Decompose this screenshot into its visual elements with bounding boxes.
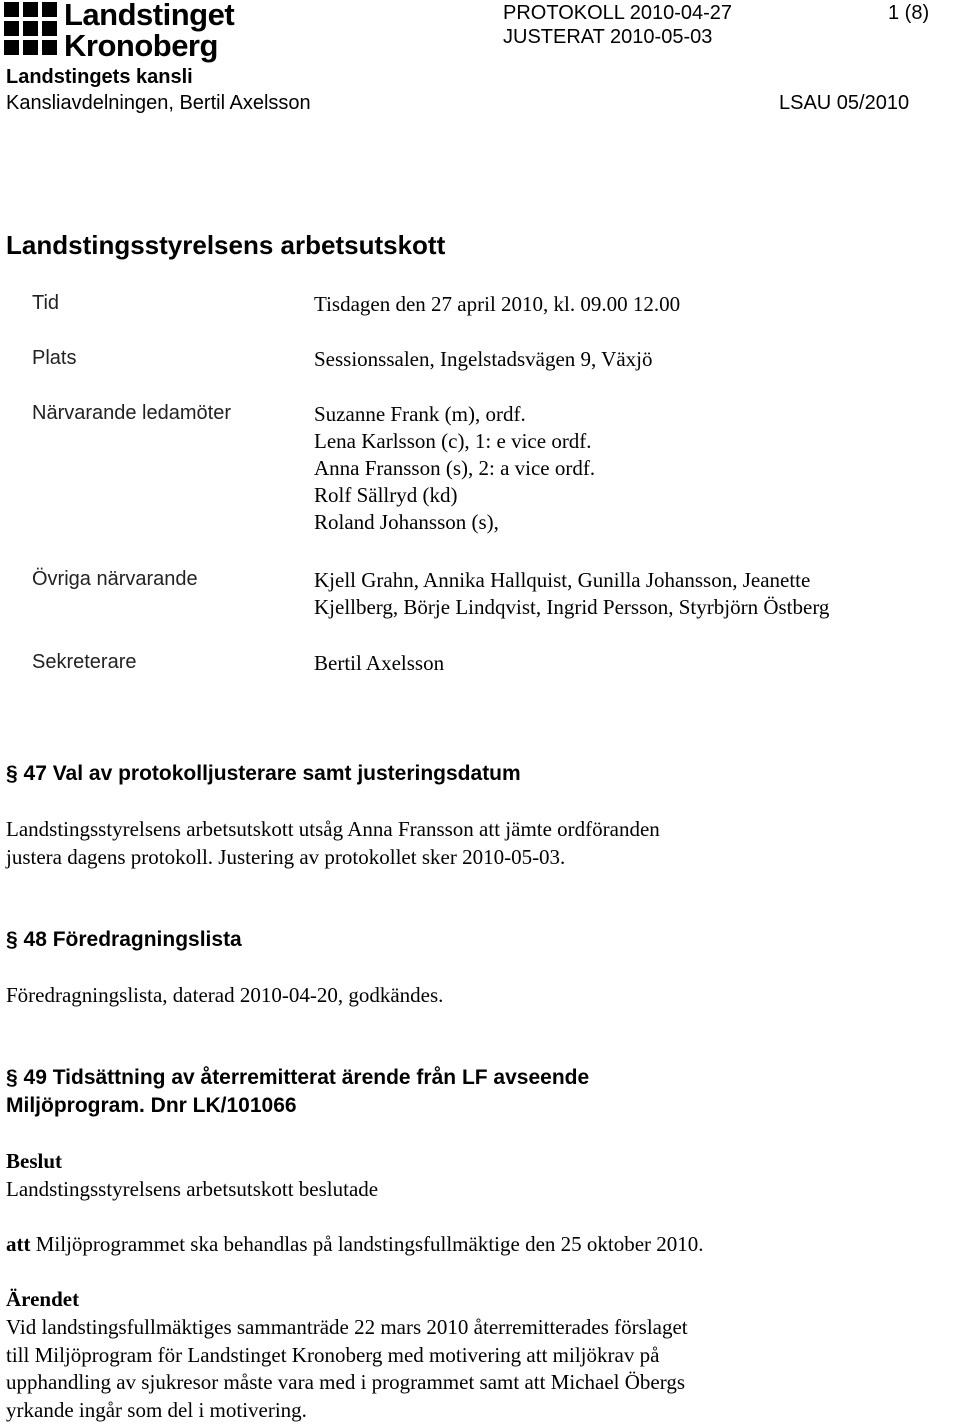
page-number: 1 (8) bbox=[888, 2, 930, 24]
document-reference: LSAU 05/2010 bbox=[779, 92, 910, 114]
section-47-heading bbox=[6, 760, 521, 788]
section-49-heading bbox=[6, 1064, 589, 1092]
plats-value: Sessionssalen, Ingelstadsvägen 9, Växjö bbox=[314, 347, 653, 371]
landstinget-kronoberg-logo bbox=[4, 2, 244, 66]
section-49-heading-line2: Miljöprogram. Dnr LK/101066 bbox=[6, 1094, 297, 1117]
beslut-label: Beslut bbox=[6, 1149, 63, 1173]
office-name: Landstingets kansli bbox=[6, 66, 193, 88]
page-title: Landstingsstyrelsens arbetsutskott bbox=[6, 230, 446, 260]
beslut-text: Landstingsstyrelsens arbetsutskott beslutade bbox=[6, 1177, 379, 1201]
section-47-title: 47 Val av protokolljusterare samt justeringsdatum bbox=[23, 762, 521, 785]
arendet-text: Vid landstingsfullmäktiges sammanträde 22 mars 2010 återremitterades förslaget till Miljöprogram för Landstinget Kronoberg med motivering att miljökrav på upphandling av sjukresor måste vara med i programmet samt att Michael Öbergs yrkande ingår som del i motivering. bbox=[6, 1315, 688, 1422]
sekreterare-value: Bertil Axelsson bbox=[314, 651, 445, 675]
section-47-text: Landstingsstyrelsens arbetsutskott utsåg Anna Fransson att jämte ordföranden justera dagens protokoll. Justering av protokollet sker 2010-05-03. bbox=[6, 817, 660, 869]
ovriga-list: Kjell Grahn, Annika Hallquist, Gunilla Johansson, Jeanette Kjellberg, Börje Lindqvist, Ingrid Persson, Styrbjörn Östberg bbox=[314, 568, 830, 619]
section-48-heading bbox=[6, 926, 242, 954]
sekreterare-label: Sekreterare bbox=[32, 651, 137, 673]
ledamoter-list: Suzanne Frank (m), ordf. Lena Karlsson (c), 1: e vice ordf. Anna Fransson (s), 2: a vice ordf. Rolf Sällryd (kd) Roland Johansson (s), bbox=[314, 402, 596, 534]
att-decision-text: Miljöprogrammet ska behandlas på landstingsfullmäktige den 25 oktober 2010. bbox=[30, 1232, 704, 1256]
logo-wordmark-line1: Landstinget bbox=[64, 0, 235, 32]
paragraph-icon: § bbox=[6, 762, 24, 785]
ovriga-label: Övriga närvarande bbox=[32, 568, 198, 590]
tid-label: Tid bbox=[32, 292, 60, 314]
section-48-text: Föredragningslista, daterad 2010-04-20, godkändes. bbox=[6, 983, 444, 1007]
paragraph-icon: § bbox=[6, 1066, 24, 1089]
arendet-label: Ärendet bbox=[6, 1287, 80, 1311]
paragraph-icon: § bbox=[6, 928, 24, 951]
ledamoter-label: Närvarande ledamöter bbox=[32, 402, 231, 424]
att-word: att bbox=[6, 1232, 31, 1256]
att-decision bbox=[6, 1231, 704, 1259]
protokoll-date: PROTOKOLL 2010-04-27 bbox=[503, 2, 733, 24]
department-name: Kansliavdelningen, Bertil Axelsson bbox=[6, 92, 311, 114]
section-49-title-line1: 49 Tidsättning av återremitterat ärende från LF avseende bbox=[23, 1066, 590, 1089]
plats-label: Plats bbox=[32, 347, 77, 369]
justerat-date: JUSTERAT 2010-05-03 bbox=[503, 26, 713, 48]
tid-value: Tisdagen den 27 april 2010, kl. 09.00 12.00 bbox=[314, 292, 681, 316]
logo-wordmark-line2: Kronoberg bbox=[64, 28, 218, 63]
section-48-title: 48 Föredragningslista bbox=[23, 928, 242, 951]
